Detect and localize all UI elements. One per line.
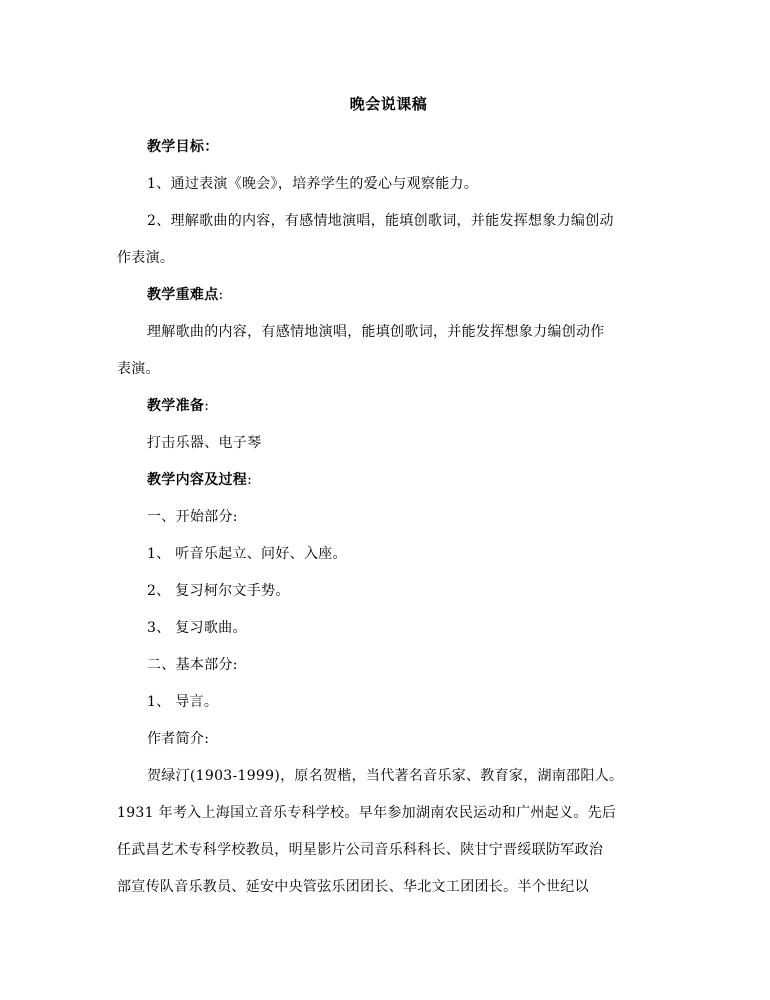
- paragraph-line: 打击乐器、电子琴: [147, 435, 262, 451]
- paragraph-line: 一、开始部分:: [147, 509, 238, 525]
- heading-key-difficulties: [117, 277, 660, 314]
- paragraph-line: 任武昌艺术专科学校教员，明星影片公司音乐科科长、陕甘宁晋绥联防军政治: [117, 842, 604, 858]
- heading-teaching-goals: [117, 129, 660, 166]
- paragraph-line: 1、通过表演《晚会》，培养学生的爱心与观察能力。: [147, 176, 479, 192]
- list-item: 1、 听音乐起立、问好、入座。: [147, 546, 347, 562]
- document-title: 晚会说课稿: [349, 95, 428, 113]
- paragraph-line: 作表演。: [117, 250, 175, 266]
- paragraph-line: 2、理解歌曲的内容，有感情地演唱，能填创歌词，并能发挥想象力编创动: [147, 213, 614, 229]
- paragraph-line: 部宣传队音乐教员、延安中央管弦乐团团长、华北文工团团长。半个世纪以: [117, 879, 589, 895]
- list-item: 2、 复习柯尔文手势。: [147, 583, 290, 599]
- heading-suffix: :: [247, 472, 253, 488]
- paragraph-line: 1931 年考入上海国立音乐专科学校。早年参加湖南农民运动和广州起义。先后: [117, 805, 617, 821]
- heading-teaching-process: [117, 462, 660, 499]
- paragraph-line: 作者简介:: [147, 731, 210, 747]
- heading-suffix: :: [218, 287, 224, 303]
- paragraph-line: 二、基本部分:: [147, 657, 238, 673]
- heading-suffix: :: [204, 398, 210, 414]
- heading-teaching-preparation: [117, 388, 660, 425]
- paragraph-line: 贺绿汀(1903-1999)，原名贺楷，当代著名音乐家、教育家，湖南邵阳人。: [147, 768, 624, 784]
- heading-text: 教学目标：: [147, 139, 219, 155]
- paragraph-line: 表演。: [117, 361, 160, 377]
- paragraph-line: 理解歌曲的内容，有感情地演唱，能填创歌词，并能发挥想象力编创动作: [147, 324, 605, 340]
- document-body: [117, 92, 660, 906]
- heading-text: 教学准备: [147, 398, 205, 414]
- heading-text: 教学内容及过程: [147, 472, 248, 488]
- list-item: 1、 导言。: [147, 694, 219, 710]
- list-item: 3、 复习歌曲。: [147, 620, 247, 636]
- heading-text: 教学重难点: [147, 287, 219, 303]
